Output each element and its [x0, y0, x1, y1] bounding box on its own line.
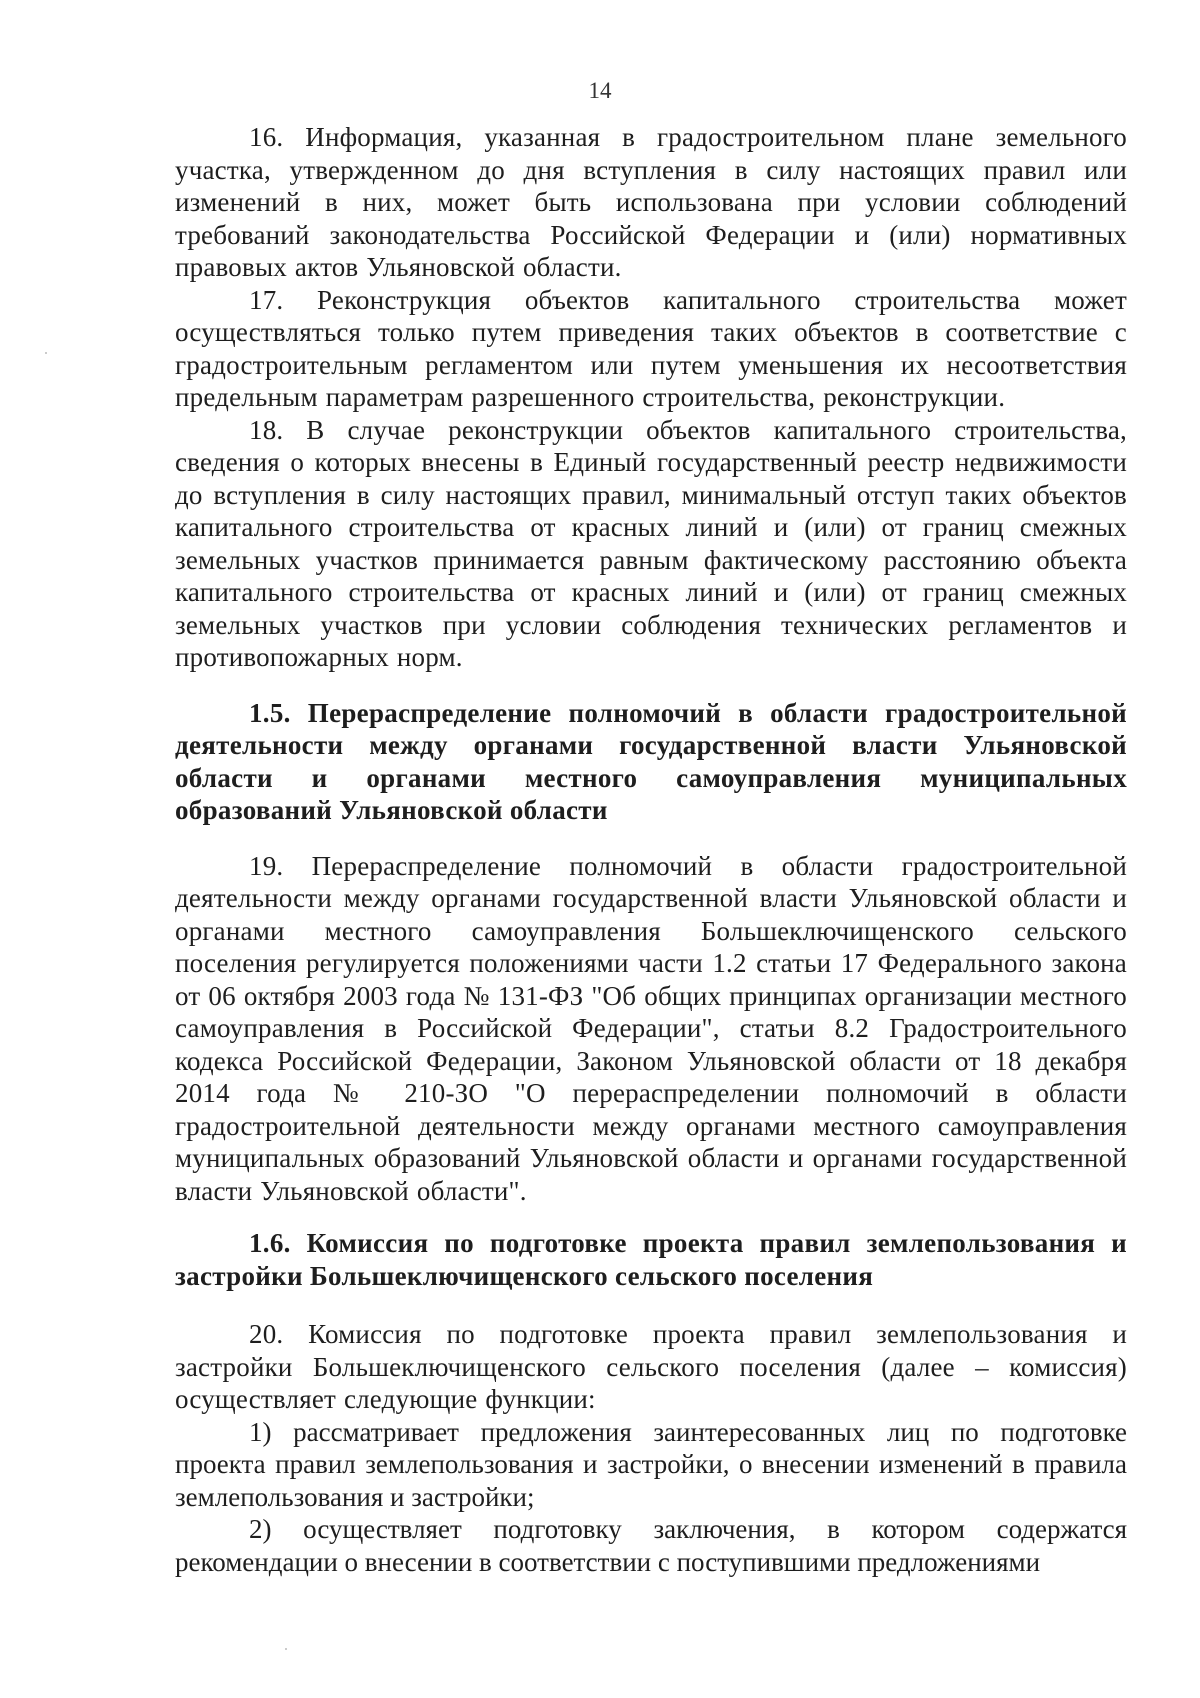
paragraph-16: 16. Информация, указанная в градостроительном плане земельного участка, утвержденном до дня вступления в силу настоящих правил или изменений в них, может быть использована при условии соблюдений требований законодательства Российской Федерации и (или) нормативных правовых актов Ульяновской области.: [175, 122, 1127, 282]
paragraph-19: 19. Перераспределение полномочий в области градостроительной деятельности между органами государственной власти Ульяновской области и органами местного самоуправления Большеключищенского сельского поселения регулируется положениями части 1.2 статьи 17 Федерального закона от 06 октября 2003 года № 131-ФЗ "Об общих принципах организации местного самоуправления в Российской Федерации", статьи 8.2 Градостроительного кодекса Российской Федерации, Законом Ульяновской области от 18 декабря 2014 года № 210-ЗО "О перераспределении полномочий в области градостроительной деятельности между органами местного самоуправления муниципальных образований Ульяновской области и органами государственной власти Ульяновской области".: [175, 850, 1127, 1206]
spacer: [175, 674, 1127, 697]
section-heading-1-6: 1.6. Комиссия по подготовке проекта правил землепользования и застройки Большеключищенского сельского поселения: [175, 1228, 1127, 1291]
list-item-2: 2) осуществляет подготовку заключения, в котором содержатся рекомендации о внесении в соответствии с поступившими предложениями: [175, 1514, 1127, 1577]
paragraph-20: 20. Комиссия по подготовке проекта правил землепользования и застройки Большеключищенского сельского поселения (далее – комиссия) осуществляет следующие функции:: [175, 1319, 1127, 1414]
spacer: [175, 1207, 1127, 1227]
paragraph-17: 17. Реконструкция объектов капитального строительства может осуществляться только путем приведения таких объектов в соответствие с градостроительным регламентом или путем уменьшения их несоответствия предельным параметрам разрешенного строительства, реконструкции.: [175, 284, 1127, 412]
page-number: 14: [588, 78, 612, 103]
scan-speck: [45, 352, 47, 354]
spacer: [175, 1292, 1127, 1318]
section-heading-1-5: 1.5. Перераспределение полномочий в области градостроительной деятельности между органами государственной власти Ульяновской области и органами местного самоуправления муниципальных образований Ульяновской области: [175, 697, 1127, 825]
document-body: [175, 121, 1127, 1578]
paragraph-18: 18. В случае реконструкции объектов капитального строительства, сведения о которых внесены в Единый государственный реестр недвижимости до вступления в силу настоящих правил, минимальный отступ таких объектов капитального строительства от красных линий и (или) от границ смежных земельных участков принимается равным фактическому расстоянию объекта капитального строительства от красных линий и (или) от границ смежных земельных участков при условии соблюдения технических регламентов и противопожарных норм.: [175, 414, 1127, 672]
scan-speck: [285, 1648, 287, 1650]
list-item-1: 1) рассматривает предложения заинтересованных лиц по подготовке проекта правил землепользования и застройки, о внесении изменений в правила землепользования и застройки;: [175, 1416, 1127, 1512]
spacer: [175, 827, 1127, 850]
